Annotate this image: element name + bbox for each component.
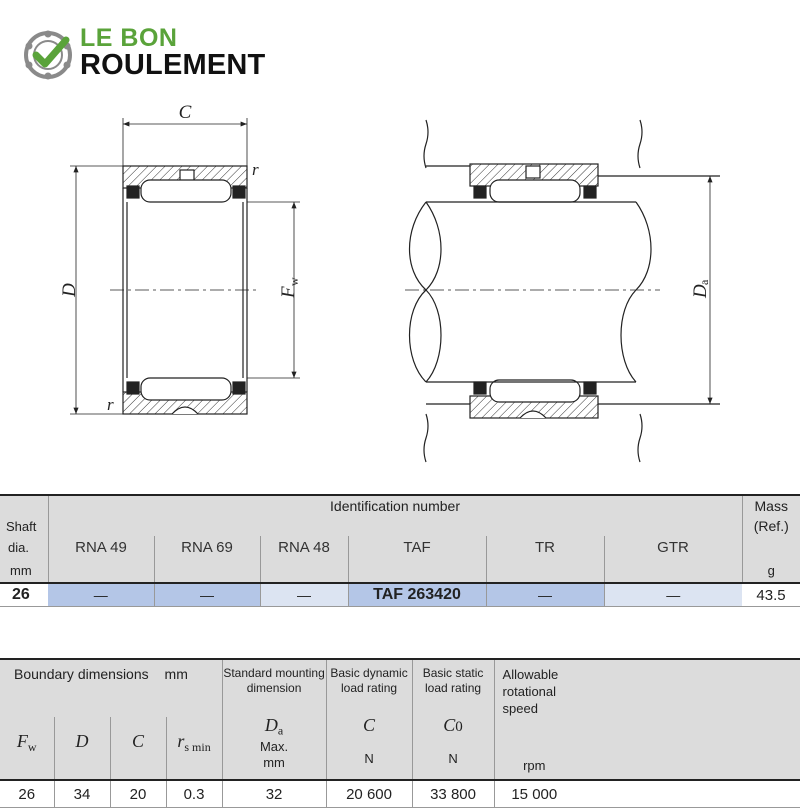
svg-text:D: D	[690, 284, 711, 298]
dim-c-label: C	[178, 102, 192, 123]
mass-value: 43.5	[742, 583, 800, 607]
col-tr: TR	[486, 536, 604, 558]
value-d: 34	[54, 780, 110, 808]
dim-da-label	[690, 279, 711, 299]
value-fw: 26	[18, 785, 36, 803]
bearing-drawings	[0, 90, 800, 490]
dim-r-bottom-label: r	[107, 395, 114, 414]
boundary-unit: mm	[164, 666, 188, 682]
sym-da: $D_a$ Max. mm	[222, 717, 326, 780]
value-c: 20	[110, 780, 166, 808]
speed-label-1: Allowable	[502, 667, 559, 682]
cell-rna69: —	[154, 583, 260, 607]
cell-gtr: —	[604, 583, 742, 607]
shaft-label-2: dia.	[0, 536, 48, 558]
mass-label-2: (Ref.)	[742, 516, 800, 536]
identification-table	[0, 494, 800, 607]
cell-rna49: —	[48, 583, 154, 607]
brand-logo	[22, 26, 302, 86]
value-rs: 0.3	[166, 780, 222, 808]
dynamic-label-1: Basic dynamic	[330, 666, 408, 680]
shaft-label-1: Shaft	[0, 516, 48, 536]
bearing-section-drawing	[70, 118, 300, 414]
sym-c: C	[110, 717, 166, 780]
mounting-label-2: dimension	[246, 681, 302, 695]
speed-unit: rpm	[494, 717, 574, 780]
bearing-mounting-drawing	[405, 120, 720, 462]
mass-unit: g	[742, 558, 800, 583]
col-rna69: RNA 69	[154, 536, 260, 558]
dimensions-table	[0, 658, 800, 808]
col-taf: TAF	[348, 536, 486, 558]
speed-label-3: speed	[502, 701, 538, 716]
col-gtr: GTR	[604, 536, 742, 558]
dim-fw-label	[278, 277, 301, 299]
brand-name-line1: LE BON	[80, 24, 178, 52]
dynamic-label-2: load rating	[341, 681, 398, 695]
sym-cd: C N	[326, 717, 412, 780]
cell-taf: TAF 263420	[348, 583, 486, 607]
table-row	[0, 583, 800, 607]
svg-text:a: a	[697, 279, 711, 285]
table-row	[0, 780, 800, 808]
col-rna48: RNA 48	[260, 536, 348, 558]
svg-text:F: F	[278, 286, 299, 298]
cell-tr: —	[486, 583, 604, 607]
static-label-1: Basic static	[422, 666, 484, 680]
mounting-label-1: Standard mounting	[223, 666, 325, 680]
value-speed: 15 000	[494, 780, 574, 808]
shaft-unit: mm	[0, 558, 48, 583]
speed-label-2: rotational	[502, 684, 557, 699]
value-da: 32	[222, 780, 326, 808]
sym-fw: $F_w$	[0, 717, 54, 780]
mass-label-1: Mass	[742, 495, 800, 516]
value-cd: 20 600	[326, 780, 412, 808]
brand-name-line2: ROULEMENT	[80, 49, 266, 81]
sym-d: D	[54, 717, 110, 780]
shaft-value: 26	[0, 583, 48, 607]
dim-r-top-label: r	[252, 160, 259, 179]
sym-rs: $r_{s min}$	[166, 717, 222, 780]
col-rna49: RNA 49	[48, 536, 154, 558]
boundary-dimensions-label: Boundary dimensions	[14, 666, 149, 682]
bearing-check-icon	[22, 28, 76, 82]
value-c0: 33 800	[412, 780, 494, 808]
dim-d-label: D	[59, 283, 80, 297]
static-label-2: load rating	[425, 681, 482, 695]
identification-header: Identification number	[48, 495, 742, 516]
cell-rna48: —	[260, 583, 348, 607]
sym-c0: C0 N	[412, 717, 494, 780]
svg-text:w: w	[287, 277, 301, 286]
